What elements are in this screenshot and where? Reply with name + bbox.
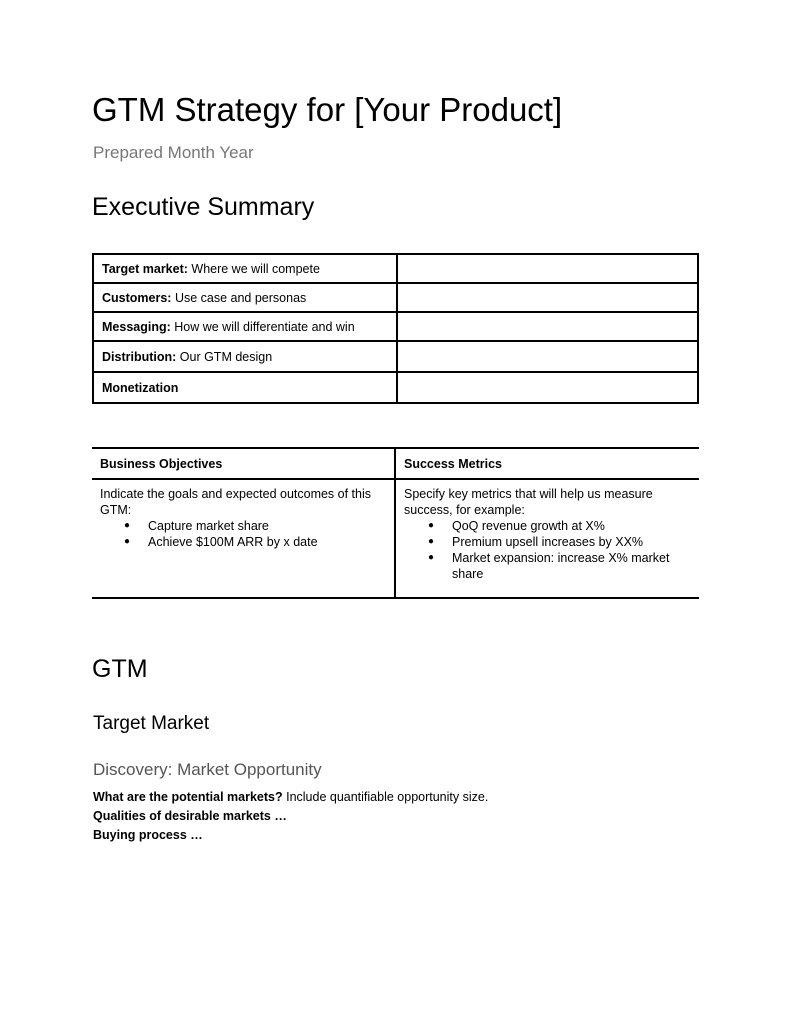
metrics-list xyxy=(404,518,691,582)
cell-label-bold: Distribution: xyxy=(102,349,177,364)
heading-gtm: GTM xyxy=(92,655,148,683)
objectives-metrics-table xyxy=(92,447,699,599)
cell-label-text: How we will differentiate and win xyxy=(170,319,355,334)
table-header-row xyxy=(92,448,699,479)
table-cell-value[interactable] xyxy=(397,312,698,341)
executive-summary-table xyxy=(92,253,699,404)
cell-label-text: Use case and personas xyxy=(171,290,307,305)
table-row xyxy=(93,312,698,341)
objectives-list xyxy=(100,518,386,550)
heading-discovery: Discovery: Market Opportunity xyxy=(93,760,322,779)
table-cell-label xyxy=(93,312,397,341)
metrics-intro: Specify key metrics that will help us measure success, for example: xyxy=(404,487,653,517)
table-cell-label xyxy=(93,341,397,372)
list-item: ● Premium upsell increases by XX% xyxy=(404,534,691,550)
table-cell-value[interactable] xyxy=(397,372,698,403)
table-cell-value[interactable] xyxy=(397,254,698,283)
paragraph-buying-process xyxy=(93,827,203,843)
cell-label-bold: Customers: xyxy=(102,290,172,305)
paragraph-potential-markets xyxy=(93,789,488,805)
heading-executive-summary: Executive Summary xyxy=(92,193,315,221)
list-item: ● Achieve $100M ARR by x date xyxy=(100,534,386,550)
para-bold: Buying process … xyxy=(93,828,203,842)
paragraph-qualities xyxy=(93,808,287,824)
list-item: ● QoQ revenue growth at X% xyxy=(404,518,691,534)
objectives-intro: Indicate the goals and expected outcomes of this GTM: xyxy=(100,487,372,517)
table-row xyxy=(93,372,698,403)
table-row xyxy=(92,479,699,598)
table-row xyxy=(93,254,698,283)
table-row xyxy=(93,283,698,312)
table-cell-label xyxy=(93,283,397,312)
heading-target-market: Target Market xyxy=(93,713,210,734)
para-bold: What are the potential markets? xyxy=(93,790,283,804)
document-title: GTM Strategy for [Your Product] xyxy=(92,91,563,128)
header-success-metrics: Success Metrics xyxy=(395,448,699,479)
document-subtitle: Prepared Month Year xyxy=(93,143,254,162)
table-cell-value[interactable] xyxy=(397,341,698,372)
cell-label-bold: Target market: xyxy=(102,261,188,276)
table-cell-label xyxy=(93,254,397,283)
metrics-cell[interactable] xyxy=(395,479,699,598)
list-item: ● Market expansion: increase X% market share xyxy=(404,550,691,582)
cell-label-text: Our GTM design xyxy=(176,349,273,364)
table-cell-label xyxy=(93,372,397,403)
objectives-cell[interactable] xyxy=(92,479,395,598)
table-row xyxy=(93,341,698,372)
cell-label-text: Where we will compete xyxy=(187,261,320,276)
cell-label-bold: Monetization xyxy=(102,380,179,395)
para-bold: Qualities of desirable markets … xyxy=(93,809,287,823)
list-item: ● Capture market share xyxy=(100,518,386,534)
para-text: Include quantifiable opportunity size. xyxy=(282,790,489,804)
table-cell-value[interactable] xyxy=(397,283,698,312)
cell-label-bold: Messaging: xyxy=(102,319,171,334)
header-business-objectives: Business Objectives xyxy=(92,448,395,479)
